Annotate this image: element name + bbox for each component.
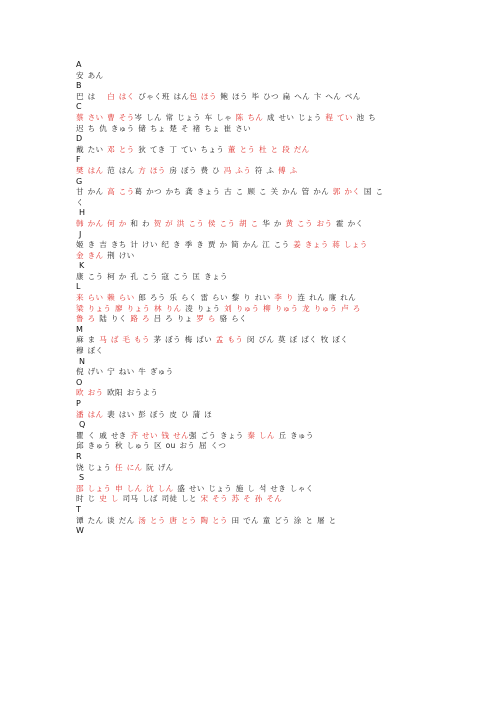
section-letter: C — [76, 102, 82, 112]
highlighted-surname: 汤 とう 唐 とう 陶 とう — [138, 515, 228, 525]
highlighted-surname: 刘 りゅう 柳 りゅう 龙 りゅう 卢 ろ — [224, 303, 361, 313]
section-letter: R — [76, 451, 82, 461]
section-letter: L — [76, 282, 81, 292]
section-b — [76, 81, 428, 102]
surname-text: 瞿 く 戚 せき — [76, 430, 131, 440]
highlighted-surname: 陈 ちん — [235, 112, 264, 122]
section-letter: N — [79, 356, 85, 366]
surname-line — [76, 272, 428, 283]
highlighted-surname: 蔡 さい 曹 そう — [76, 112, 135, 122]
surname-text: 池 ち — [352, 112, 376, 122]
section-g — [76, 177, 428, 209]
highlighted-surname: 董 とう 杜 と 段 だん — [227, 144, 310, 154]
surname-line — [76, 166, 428, 177]
highlighted-surname: 路 ろ — [130, 314, 150, 324]
section-f — [76, 155, 428, 176]
highlighted-surname: 邓 とう — [107, 144, 135, 154]
section-h — [76, 208, 428, 229]
section-o — [76, 378, 428, 399]
highlighted-surname: 梁 りょう 廖 りょう 林 りん — [76, 303, 182, 313]
surname-text: 凌 りょう — [181, 303, 225, 313]
surname-text: 华 か — [258, 218, 286, 228]
section-w — [76, 526, 428, 537]
section-c — [76, 102, 428, 134]
section-l — [76, 282, 428, 324]
surname-text: 田 でん 童 どう 涂 と 屠 と — [227, 515, 337, 525]
surname-text: 盛 せい じょう 施 し 석 せき しゃく — [173, 483, 314, 493]
surname-line — [76, 431, 428, 442]
surname-line — [76, 124, 428, 135]
highlighted-surname: 宋 そう 苏 そ 孙 そん — [200, 494, 283, 504]
highlighted-surname: 史 し — [99, 494, 119, 504]
surname-line — [76, 346, 428, 357]
surname-text: 裴 はい 彭 ぼう 皮 ひ 蒲 ほ — [103, 409, 213, 419]
surname-text: 霍 かく — [332, 218, 364, 228]
section-letter: W — [76, 526, 84, 536]
section-t — [76, 505, 428, 526]
surname-text: 骆 らく — [215, 314, 247, 324]
section-letter: A — [76, 60, 82, 69]
section-d — [76, 134, 428, 155]
section-letter: G — [76, 176, 83, 186]
surname-line — [76, 293, 428, 304]
surname-text: 时 じ — [76, 494, 100, 504]
surname-line — [76, 145, 428, 156]
section-k — [76, 261, 428, 282]
section-letter: F — [76, 155, 81, 165]
surname-line — [76, 484, 428, 495]
section-r — [76, 452, 428, 473]
highlighted-surname: 鲁 ろ — [76, 314, 96, 324]
section-q — [76, 420, 428, 452]
surname-line — [76, 494, 428, 505]
surname-line — [76, 71, 428, 82]
surname-line — [76, 388, 428, 399]
surname-text: 陆 りく — [95, 314, 131, 324]
highlighted-surname: 罗 ら — [196, 314, 216, 324]
section-letter: H — [79, 208, 86, 218]
highlighted-surname: 孟 もう — [215, 335, 244, 345]
surname-line — [76, 240, 428, 251]
highlighted-surname: 包 ほう — [189, 91, 217, 101]
section-j — [76, 230, 428, 262]
surname-text: 穆 ぼく — [76, 346, 104, 356]
highlighted-surname: 郭 かく — [332, 187, 361, 197]
surname-line — [76, 219, 428, 230]
surname-line — [76, 113, 428, 124]
surname-line — [76, 251, 428, 262]
surname-text: 成 せい じょう — [263, 112, 326, 122]
surname-line — [76, 187, 428, 198]
highlighted-surname: 任 にん — [115, 462, 143, 472]
surname-text: 鲍 ほう 毕 ひつ 扁 へん 卞 へん べん — [216, 91, 361, 101]
highlighted-surname: 马 ば 毛 もう — [99, 335, 150, 345]
highlighted-surname: 金 きん — [76, 250, 104, 260]
surname-text: 荆 けい — [103, 250, 135, 260]
surname-text: 连 れん 廉 れん — [293, 293, 357, 303]
surname-line — [76, 92, 428, 103]
highlighted-surname: 姜 きょう 蒋 しょう — [293, 240, 368, 250]
surname-line — [76, 198, 428, 209]
section-letter: J — [79, 229, 82, 239]
surname-text: 茅 ぼう 梅 ばい — [149, 335, 216, 345]
surname-line — [76, 463, 428, 474]
surname-text: く — [76, 197, 84, 207]
section-letter: M — [76, 324, 83, 334]
highlighted-surname: 邵 しょう 申 しん 沈 しん — [76, 483, 174, 493]
surname-line — [76, 367, 428, 378]
surname-document — [76, 60, 428, 537]
surname-text: びゃく班 はん — [134, 91, 190, 101]
surname-text: 吕 ろ りょ — [149, 314, 197, 324]
surname-line — [76, 516, 428, 527]
surname-text: 迟 ち 仇 きゅう 储 ちょ 楚 そ 褚 ちょ 崔 さい — [76, 123, 252, 133]
surname-text: 欧阳 おうよう — [103, 388, 159, 398]
section-m — [76, 325, 428, 357]
section-letter: T — [76, 504, 81, 514]
surname-text: 姬 き 吉 きち 计 けい 纪 き 季 き 贾 か 简 かん 江 こう — [76, 240, 294, 250]
surname-text: 甘 かん — [76, 187, 108, 197]
surname-text: 符 ふ — [251, 165, 279, 175]
section-letter: O — [76, 377, 83, 387]
highlighted-surname: 李 り — [274, 293, 294, 303]
surname-line — [76, 441, 428, 452]
surname-text: 岑 しん 常 じょう 车 しゃ — [134, 112, 236, 122]
surname-text: 倪 げい 宁 ねい 牛 ぎゅう — [76, 367, 174, 377]
surname-text: 康 こう 柯 か 孔 こう 寇 こう 匡 きょう — [76, 271, 228, 281]
highlighted-surname: 欧 おう — [76, 388, 104, 398]
surname-text: 麻 ま — [76, 335, 100, 345]
surname-line — [76, 304, 428, 315]
highlighted-surname: 秦 しん — [247, 430, 275, 440]
surname-text: 国 こ — [360, 187, 384, 197]
surname-text: 房 ぼう 费 ひ — [165, 165, 224, 175]
surname-line — [76, 314, 428, 325]
highlighted-surname: 来 らい 赖 らい — [76, 293, 135, 303]
surname-text: 郎 ろう 乐 らく 雷 らい 黎 り れい — [134, 293, 275, 303]
surname-text: 和 わ — [126, 218, 154, 228]
surname-text: 闵 びん 莫 ぼ ばく 牧 ぼく — [243, 335, 349, 345]
highlighted-surname: 贺 が 洪 こう 侯 こう 胡 こ — [153, 218, 259, 228]
section-letter: K — [79, 261, 85, 271]
highlighted-surname: 黄 こう おう — [285, 218, 333, 228]
highlighted-surname: 高 こう — [107, 187, 135, 197]
section-letter: D — [76, 134, 83, 144]
surname-text: 巴 は — [76, 91, 108, 101]
surname-text: 阮 げん — [142, 462, 174, 472]
highlighted-surname: 樊 はん — [76, 165, 104, 175]
surname-line — [76, 410, 428, 421]
section-letter: B — [76, 81, 82, 91]
section-p — [76, 399, 428, 420]
surname-text: 饶 じょう — [76, 462, 116, 472]
surname-text: 戴 たい — [76, 144, 108, 154]
highlighted-surname: 傅 ふ — [278, 165, 298, 175]
highlighted-surname: 齐 せい 钱 せん — [130, 430, 189, 440]
highlighted-surname: 冯 ふう — [223, 165, 252, 175]
surname-text: 葛 かつ かち 龚 きょう 古 こ 顾 こ 关 かん 管 かん — [134, 187, 333, 197]
section-letter: Q — [79, 420, 86, 430]
highlighted-surname: 程 てい — [325, 112, 353, 122]
surname-text: 邱 きゅう 秋 しゅう 区 ou おう 屈 くつ — [76, 441, 227, 451]
highlighted-surname: 白 はく — [107, 91, 135, 101]
surname-text: 丘 きゅう — [274, 430, 314, 440]
surname-text: 司马 しば 司徒 しと — [118, 494, 201, 504]
section-a — [76, 60, 428, 81]
highlighted-surname: 韩 かん 何 か — [76, 218, 127, 228]
surname-text: 安 あん — [76, 70, 104, 80]
surname-text: 谭 たん 谈 だん — [76, 515, 139, 525]
section-letter: P — [76, 399, 81, 408]
section-n — [76, 357, 428, 378]
surname-text: 狄 てき 丁 てい ちょう — [134, 144, 228, 154]
surname-text: 范 はん — [103, 165, 139, 175]
highlighted-surname: 方 ほう — [138, 165, 166, 175]
section-letter: S — [79, 473, 85, 483]
surname-line — [76, 335, 428, 346]
section-s — [76, 473, 428, 505]
surname-text: 强 ごう きょう — [188, 430, 248, 440]
highlighted-surname: 潘 はん — [76, 409, 104, 419]
